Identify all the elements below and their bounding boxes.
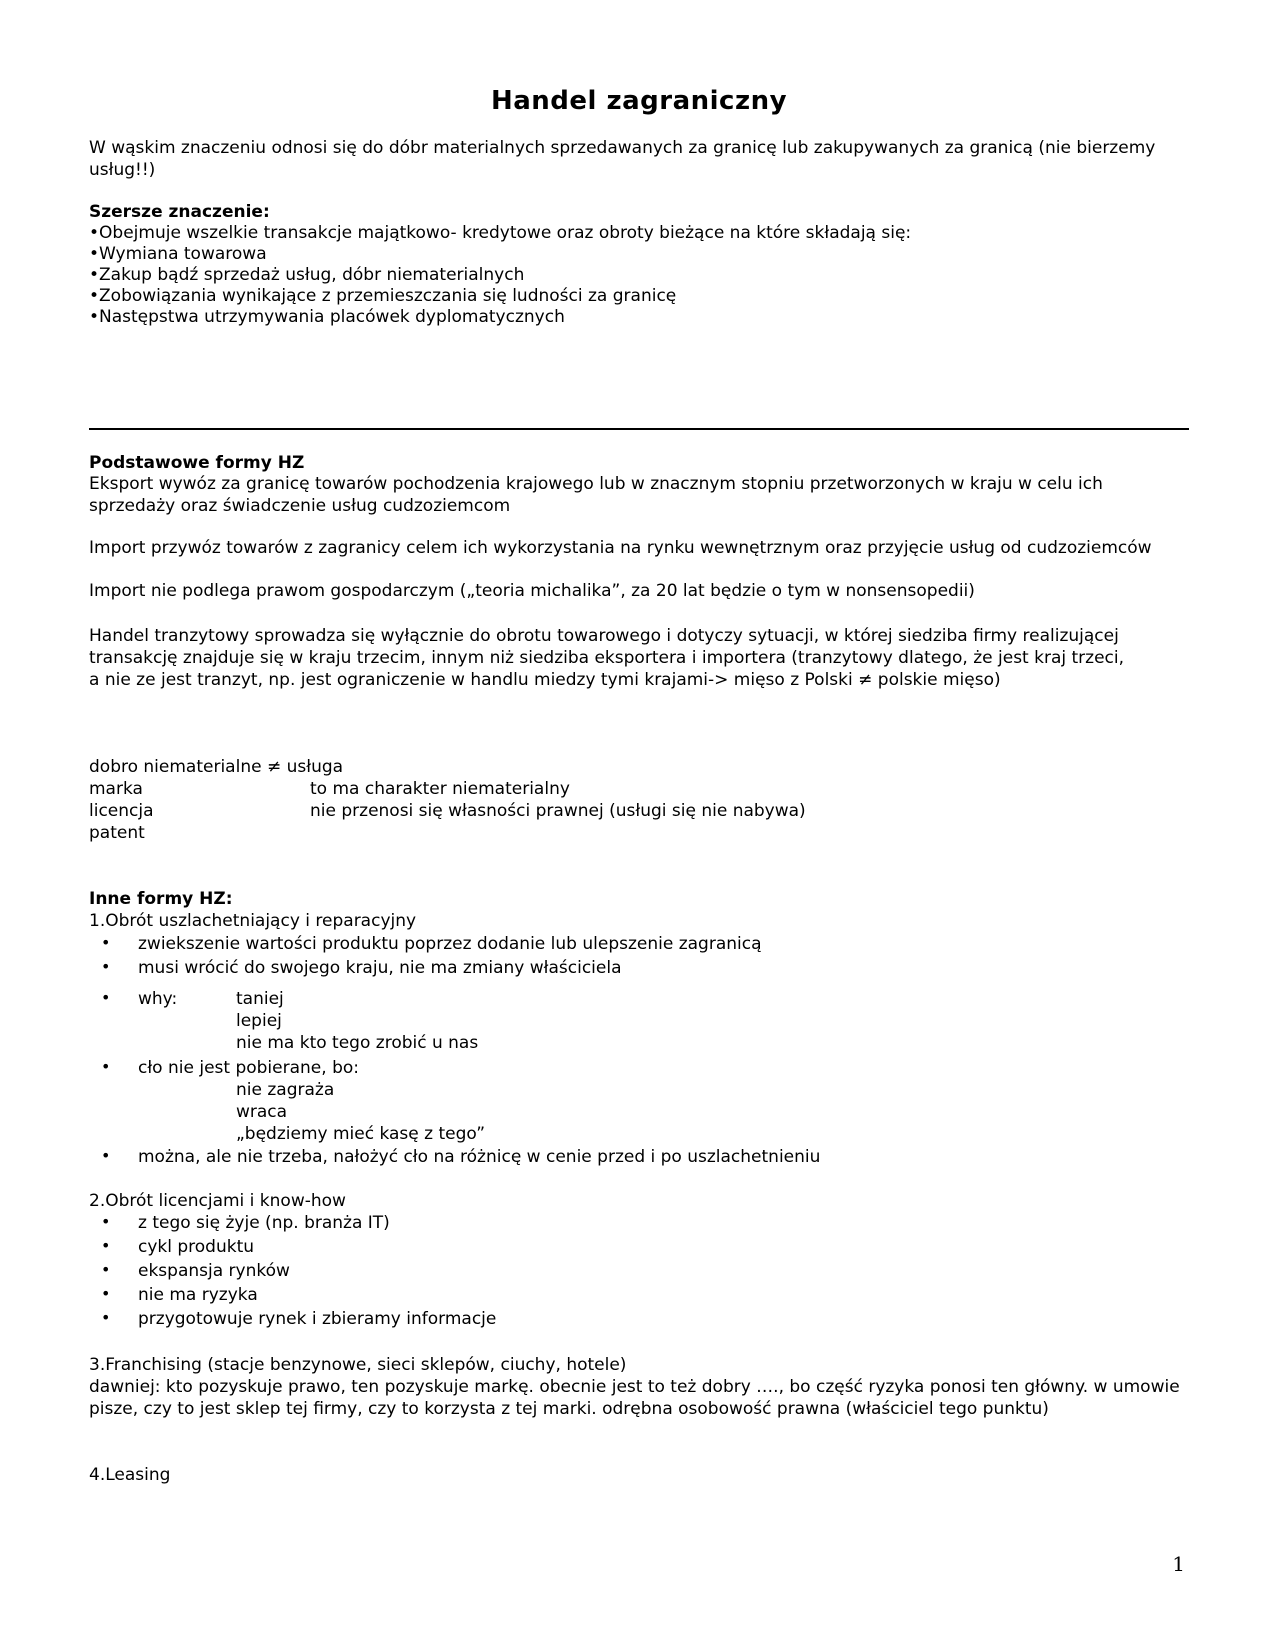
page-number: 1 bbox=[1172, 1552, 1185, 1576]
broad-item: •Zakup bądź sprzedaż usług, dóbr niematerialnych bbox=[89, 265, 525, 285]
transit-paragraph: Handel tranzytowy sprowadza się wyłącznie do obrotu towarowego i dotyczy sytuacji, w której siedziba firmy realizującej transakcję znajduje się w kraju trzecim, innym niż siedziba eksportera i importera (tranzytowy dlatego, że jest kraj trzeci, a nie ze jest tranzyt, np. jest ograniczenie w handlu miedzy tymi krajami-> mięso z Polski ≠ polskie mięso) bbox=[89, 626, 1125, 690]
list-item-text: ekspansja rynków bbox=[138, 1261, 290, 1281]
list-item-text: cło nie jest pobierane, bo: bbox=[138, 1058, 359, 1078]
section-4-title: 4.Leasing bbox=[89, 1465, 171, 1485]
document-title: Handel zagraniczny bbox=[490, 86, 788, 116]
reason-item: nie zagraża bbox=[236, 1080, 335, 1100]
reason-item: taniej bbox=[236, 989, 284, 1009]
list-item-text: cykl produktu bbox=[138, 1237, 255, 1257]
bullet-icon: • bbox=[101, 1212, 111, 1231]
list-item-text: why: bbox=[138, 989, 178, 1009]
other-forms-heading: Inne formy HZ: bbox=[89, 889, 233, 909]
bullet-icon: • bbox=[101, 957, 111, 976]
bullet-icon: • bbox=[101, 1057, 111, 1076]
import-note: Import nie podlega prawom gospodarczym („teoria michalika”, za 20 lat będzie o tym w nonsensopedii) bbox=[89, 581, 975, 601]
row-term: marka bbox=[89, 779, 143, 799]
bullet-icon: • bbox=[101, 1284, 111, 1303]
list-item-text: przygotowuje rynek i zbieramy informacje bbox=[138, 1309, 497, 1329]
row-term: patent bbox=[89, 823, 145, 843]
list-item-text: zwiekszenie wartości produktu poprzez dodanie lub ulepszenie zagranicą bbox=[138, 934, 762, 954]
list-item-text: nie ma ryzyka bbox=[138, 1285, 258, 1305]
bullet-icon: • bbox=[101, 1146, 111, 1165]
section-3-text: dawniej: kto pozyskuje prawo, ten pozyskuje markę. obecnie jest to też dobry …., bo część ryzyka ponosi ten główny. w umowie pisze, czy to jest sklep tej firmy, czy to korzysta z tej marki. odrębna osobowość prawna (właściciel tego punktu) bbox=[89, 1377, 1180, 1419]
reason-item: wraca bbox=[236, 1102, 288, 1122]
row-term: licencja bbox=[89, 801, 154, 821]
broad-item: •Następstwa utrzymywania placówek dyplomatycznych bbox=[89, 307, 565, 327]
bullet-icon: • bbox=[101, 1260, 111, 1279]
intro-paragraph: W wąskim znaczeniu odnosi się do dóbr materialnych sprzedawanych za granicę lub zakupywanych za granicą (nie bierzemy usług!!) bbox=[89, 138, 1156, 180]
broad-item: •Obejmuje wszelkie transakcje majątkowo- kredytowe oraz obroty bieżące na które składają się: bbox=[89, 223, 912, 243]
reason-item: lepiej bbox=[236, 1011, 282, 1031]
why-reasons bbox=[236, 988, 478, 1054]
broad-heading: Szersze znaczenie: bbox=[89, 202, 270, 222]
row-desc: nie przenosi się własności prawnej (usługi się nie nabywa) bbox=[310, 801, 806, 821]
list-item-text: musi wrócić do swojego kraju, nie ma zmiany właściciela bbox=[138, 958, 622, 978]
reason-item: „będziemy mieć kasę z tego” bbox=[236, 1124, 485, 1144]
row-desc: to ma charakter niematerialny bbox=[310, 779, 570, 799]
bullet-icon: • bbox=[101, 933, 111, 952]
list-item-text: z tego się żyje (np. branża IT) bbox=[138, 1213, 390, 1233]
list-item-text: można, ale nie trzeba, nałożyć cło na różnicę w cenie przed i po uszlachetnieniu bbox=[138, 1147, 821, 1167]
bullet-icon: • bbox=[101, 1308, 111, 1327]
section-2-title: 2.Obrót licencjami i know-how bbox=[89, 1191, 346, 1211]
immaterial-heading: dobro niematerialne ≠ usługa bbox=[89, 757, 344, 777]
basic-forms-heading: Podstawowe formy HZ bbox=[89, 453, 305, 473]
horizontal-divider bbox=[89, 428, 1189, 430]
export-paragraph: Eksport wywóz za granicę towarów pochodzenia krajowego lub w znacznym stopniu przetworzonych w kraju w celu ich sprzedaży oraz świadczenie usług cudzoziemcom bbox=[89, 474, 1103, 516]
import-paragraph: Import przywóz towarów z zagranicy celem ich wykorzystania na rynku wewnętrznym oraz przyjęcie usług od cudzoziemców bbox=[89, 538, 1152, 558]
duty-reasons bbox=[236, 1079, 485, 1145]
bullet-icon: • bbox=[101, 988, 111, 1007]
section-3-title: 3.Franchising (stacje benzynowe, sieci sklepów, ciuchy, hotele) bbox=[89, 1355, 627, 1375]
reason-item: nie ma kto tego zrobić u nas bbox=[236, 1033, 479, 1053]
broad-item: •Wymiana towarowa bbox=[89, 244, 267, 264]
section-1-title: 1.Obrót uszlachetniający i reparacyjny bbox=[89, 911, 417, 931]
bullet-icon: • bbox=[101, 1236, 111, 1255]
broad-item: •Zobowiązania wynikające z przemieszczania się ludności za granicę bbox=[89, 286, 677, 306]
